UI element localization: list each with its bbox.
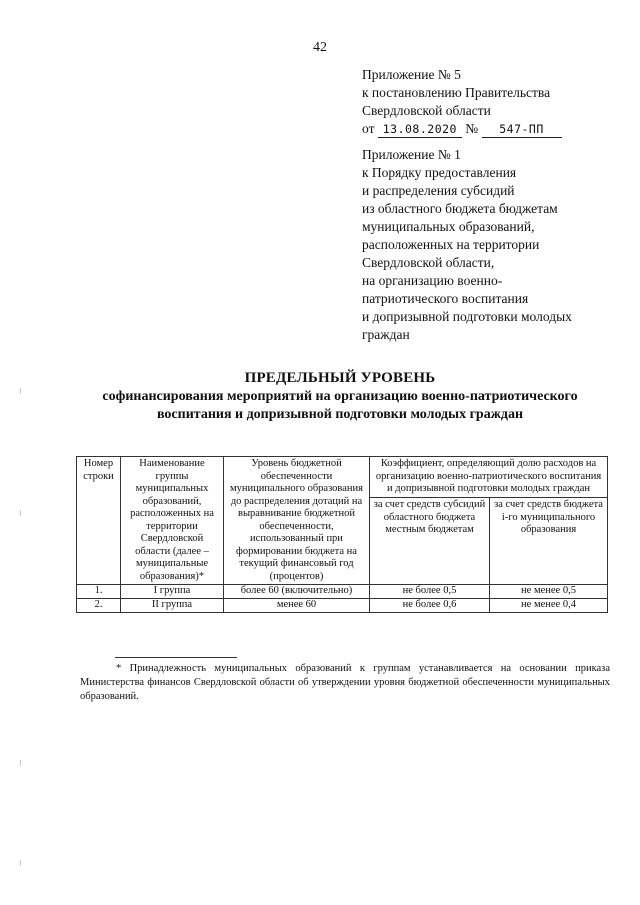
attachment-1-line: Свердловской области, bbox=[362, 255, 495, 270]
scan-artifact bbox=[20, 760, 21, 766]
cell-level: менее 60 bbox=[224, 599, 370, 613]
attachment-1-line: и распределения субсидий bbox=[362, 183, 515, 198]
limits-table bbox=[76, 456, 608, 613]
header-local-budget: за счет средств бюджета i-го муниципального образования bbox=[490, 498, 608, 585]
resolution-number: 547-ПП bbox=[482, 122, 562, 138]
cell-group: I группа bbox=[121, 585, 224, 599]
number-prefix: № bbox=[465, 121, 479, 136]
attachment-1-line: и допризывной подготовки молодых bbox=[362, 309, 572, 324]
header-regional-subsidy: за счет средств субсидий областного бюджета местным бюджетам bbox=[370, 498, 490, 585]
document-title bbox=[40, 368, 640, 424]
attachment-5-line: к постановлению Правительства bbox=[362, 85, 551, 100]
attachment-1-line: расположенных на территории bbox=[362, 237, 540, 252]
attachment-1-line: патриотического воспитания bbox=[362, 291, 529, 306]
attachment-1-line: граждан bbox=[362, 327, 410, 342]
scan-artifact bbox=[20, 510, 21, 516]
table-row bbox=[77, 599, 608, 613]
cell-local: не менее 0,5 bbox=[490, 585, 608, 599]
scan-artifact bbox=[20, 388, 21, 394]
title-main: ПРЕДЕЛЬНЫЙ УРОВЕНЬ bbox=[244, 370, 436, 386]
resolution-date: 13.08.2020 bbox=[378, 122, 462, 138]
attachment-1-line: из областного бюджета бюджетам bbox=[362, 201, 558, 216]
attachment-1-header bbox=[362, 146, 612, 344]
attachment-1-line: на организацию военно- bbox=[362, 273, 503, 288]
attachment-5-line: Приложение № 5 bbox=[362, 67, 461, 82]
cell-level: более 60 (включительно) bbox=[224, 585, 370, 599]
table-header-row bbox=[77, 457, 608, 498]
header-coefficient: Коэффициент, определяющий долю расходов на организацию военно-патриотического воспитания и допризывной подготовки молодых граждан bbox=[370, 457, 608, 498]
attachment-1-line: Приложение № 1 bbox=[362, 147, 461, 162]
cell-group: II группа bbox=[121, 599, 224, 613]
cell-local: не менее 0,4 bbox=[490, 599, 608, 613]
header-budget-level: Уровень бюджетной обеспеченности муниципального образования до распределения дотаций на выравнивание бюджетной обеспеченности, использованный при формировании бюджета на текущий финансовый год (процентов) bbox=[224, 457, 370, 585]
attachment-5-header bbox=[362, 66, 612, 138]
date-prefix: от bbox=[362, 121, 375, 136]
header-row-number: Номер строки bbox=[77, 457, 121, 585]
footnote: * Принадлежность муниципальных образований к группам устанавливается на основании приказа Министерства финансов Свердловской области об утверждении уровня бюджетной обеспеченности муниципальных образований. bbox=[80, 663, 610, 702]
scan-artifact bbox=[20, 860, 21, 866]
page-number: 42 bbox=[313, 40, 327, 55]
footnote-separator bbox=[115, 657, 237, 658]
cell-regional: не более 0,5 bbox=[370, 585, 490, 599]
table-row bbox=[77, 585, 608, 599]
title-sub-line: воспитания и допризывной подготовки молодых граждан bbox=[156, 407, 524, 422]
attachment-1-line: муниципальных образований, bbox=[362, 219, 535, 234]
header-group-name: Наименование группы муниципальных образований, расположенных на территории Свердловской области (далее – муниципальные образования)* bbox=[121, 457, 224, 585]
cell-row-number: 1. bbox=[77, 585, 121, 599]
cell-regional: не более 0,6 bbox=[370, 599, 490, 613]
resolution-date-line bbox=[362, 120, 612, 138]
cell-row-number: 2. bbox=[77, 599, 121, 613]
attachment-1-line: к Порядку предоставления bbox=[362, 165, 517, 180]
attachment-5-line: Свердловской области bbox=[362, 103, 491, 118]
title-sub-line: софинансирования мероприятий на организацию военно-патриотического bbox=[102, 389, 578, 404]
